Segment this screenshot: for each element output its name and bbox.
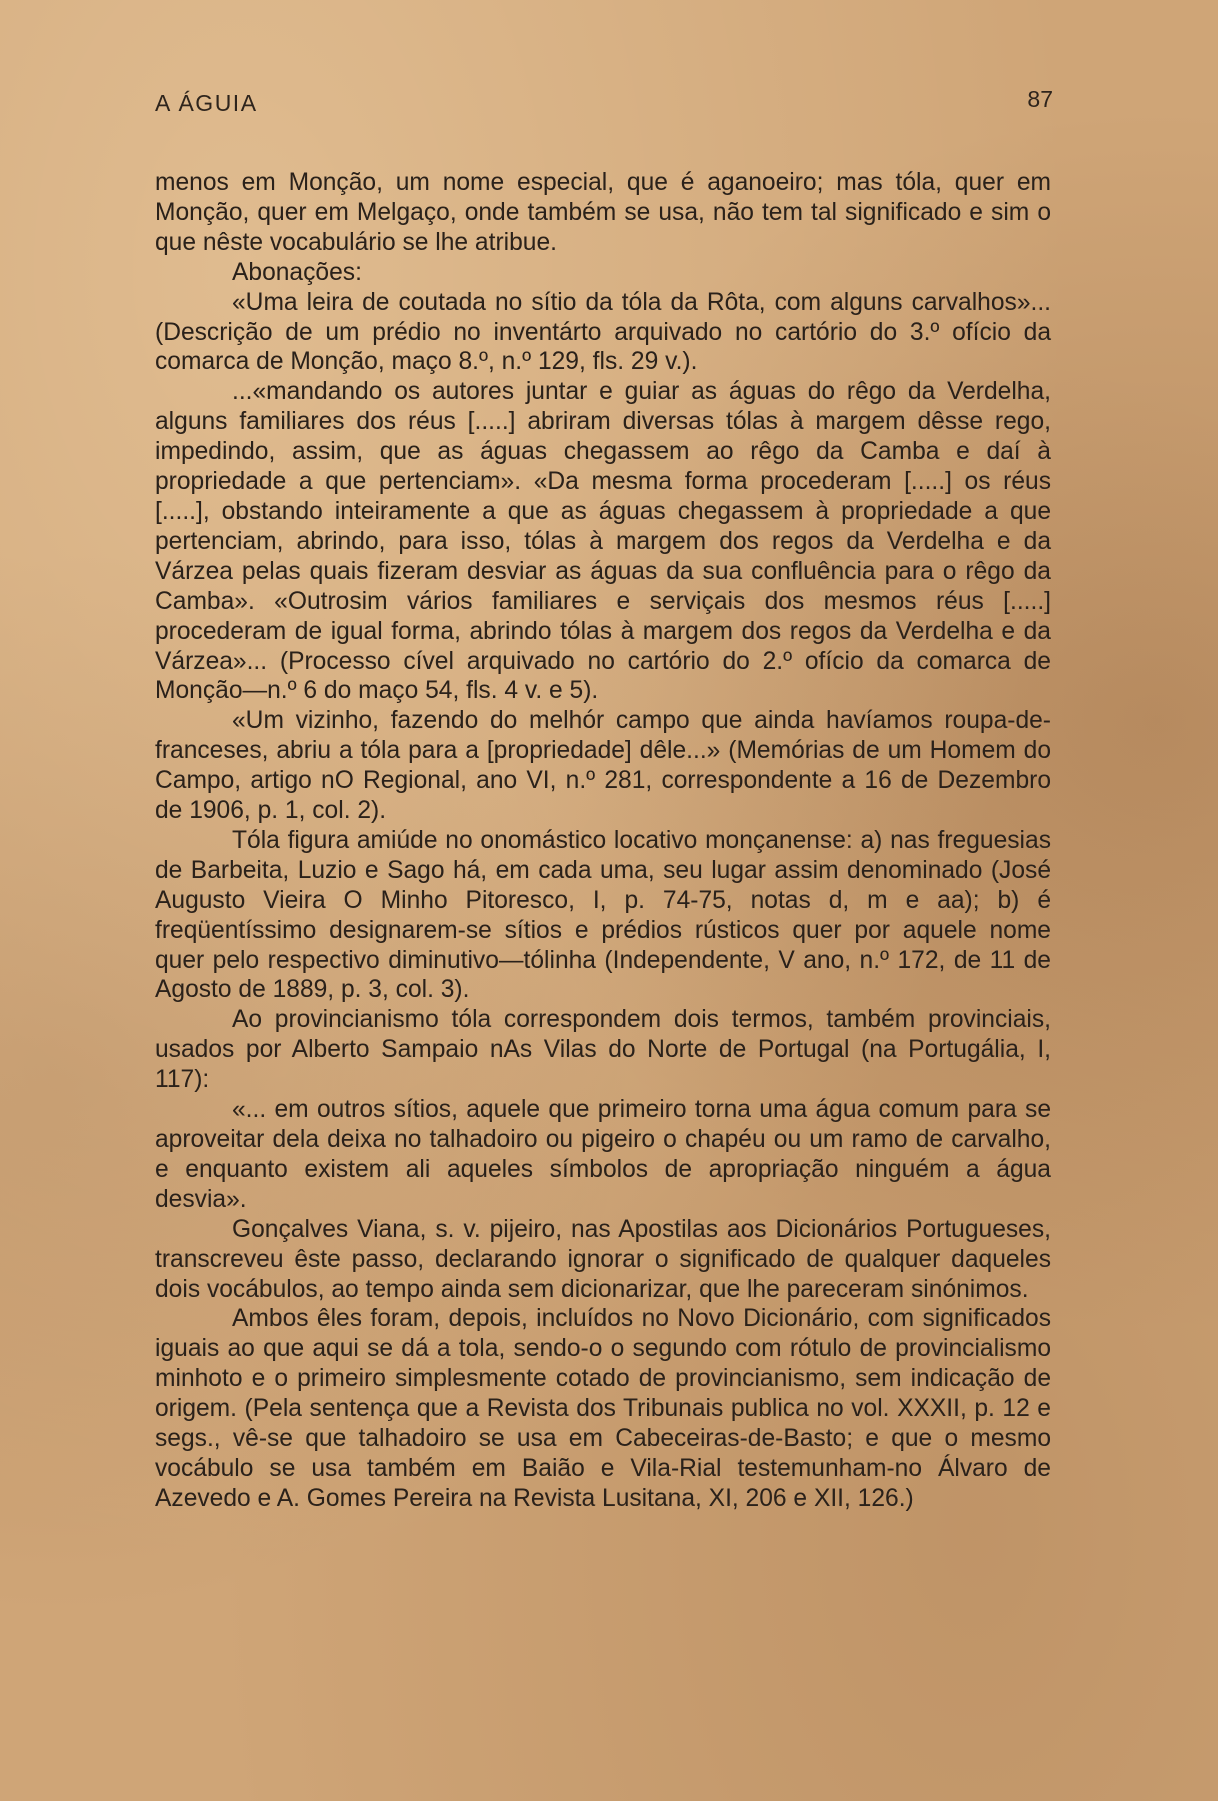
paragraph: Gonçalves Viana, s. v. pijeiro, nas Apostilas aos Dicionários Portugueses, transcreveu êste passo, declarando ignorar o significado de qualquer daqueles dois vocábulos, ao tempo ainda sem dicionarizar, que lhe pareceram sinónimos.	[155, 1215, 1051, 1303]
running-title: A ÁGUIA	[155, 90, 258, 116]
body-text	[155, 168, 1051, 1514]
paragraph: Abonações:	[232, 258, 362, 286]
paragraph: Ambos êles foram, depois, incluídos no Novo Dicionário, com significados iguais ao que aqui se dá a tola, sendo-o o segundo com rótulo de provincialismo minhoto e o primeiro simplesmente cotado de provincianismo, sem indicação de origem. (Pela sentença que a Revista dos Tribunais publica no vol. XXXII, p. 12 e segs., vê-se que talhadoiro se usa em Cabeceiras-de-Basto; e que o mesmo vocábulo se usa também em Baião e Vila-Rial testemunham-no Álvaro de Azevedo e A. Gomes Pereira na Revista Lusitana, XI, 206 e XII, 126.)	[155, 1305, 1051, 1512]
paragraph: Tóla figura amiúde no onomástico locativo monçanense: a) nas freguesias de Barbeita, Luzio e Sago há, em cada uma, seu lugar assim denominado (José Augusto Vieira O Minho Pitoresco, I, p. 74-75, notas d, m e aa); b) é freqüentíssimo designarem-se sítios e prédios rústicos quer por aquele nome quer pelo respectivo diminutivo—tólinha (Independente, V ano, n.º 172, de 11 de Agosto de 1889, p. 3, col. 3).	[155, 826, 1051, 1004]
paragraph: «Um vizinho, fazendo do melhór campo que ainda havíamos roupa-de-franceses, abriu a tóla para a [propriedade] dêle...» (Memórias de um Homem do Campo, artigo nO Regional, ano VI, n.º 281, correspondente a 16 de Dezembro de 1906, p. 1, col. 2).	[155, 707, 1051, 825]
paragraph: «... em outros sítios, aquele que primeiro torna uma água comum para se aproveitar dela deixa no talhadoiro ou pigeiro o chapéu ou um ramo de carvalho, e enquanto existem ali aqueles símbolos de apropriação ninguém a água desvia».	[155, 1096, 1051, 1213]
paragraph: «Uma leira de coutada no sítio da tóla da Rôta, com alguns carvalhos»... (Descrição de um prédio no inventárto arquivado no cartório do 3.º ofício da comarca de Monção, maço 8.º, n.º 129, fls. 29 v.).	[155, 288, 1051, 376]
paragraph: Ao provincianismo tóla correspondem dois termos, também provinciais, usados por Alberto Sampaio nAs Vilas do Norte de Portugal (na Portugália, I, 117):	[155, 1006, 1051, 1094]
page-number: 87	[1027, 86, 1053, 112]
paragraph: ...«mandando os autores juntar e guiar as águas do rêgo da Verdelha, alguns familiares dos réus [.....] abriram diversas tólas à margem dêsse rego, impedindo, assim, que as águas chegassem ao rêgo da Camba e daí à propriedade a que pertenciam». «Da mesma forma procederam [.....] os réus [.....], obstando inteiramente a que as águas chegassem à propriedade a que pertenciam, abrindo, para isso, tólas à margem dos regos da Verdelha e da Várzea pelas quais fizeram desviar as águas da sua confluência para o rêgo da Camba». «Outrosim vários familiares e serviçais dos mesmos réus [.....] procederam de igual forma, abrindo tólas à margem dos regos da Verdelha e da Várzea»... (Processo cível arquivado no cartório do 2.º ofício da comarca de Monção—n.º 6 do maço 54, fls. 4 v. e 5).	[155, 378, 1051, 705]
running-header	[155, 82, 1053, 122]
paragraph: menos em Monção, um nome especial, que é aganoeiro; mas tóla, quer em Monção, quer em Melgaço, onde também se usa, não tem tal significado e sim o que nêste vocabulário se lhe atribue.	[155, 169, 1051, 256]
